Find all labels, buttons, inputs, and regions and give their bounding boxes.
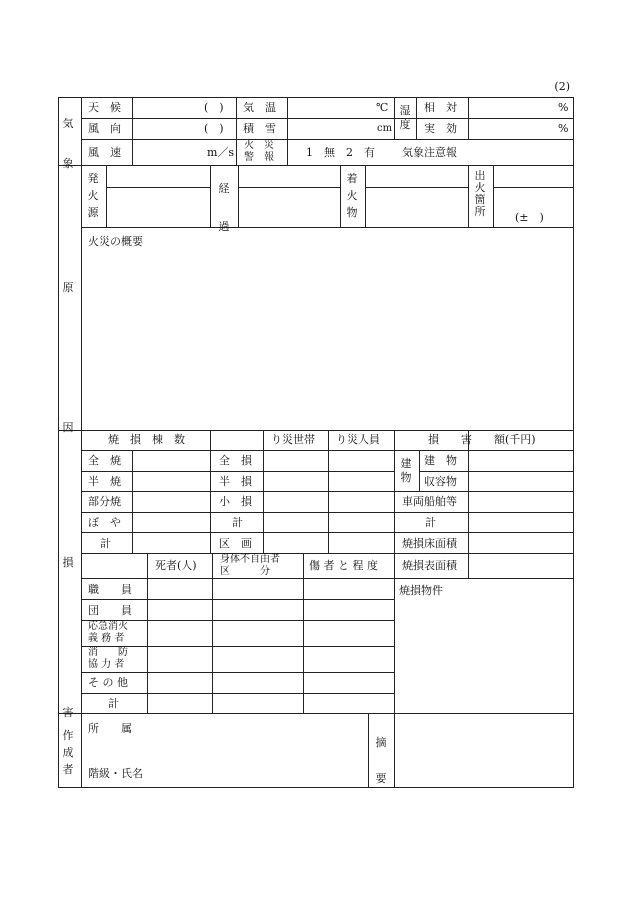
mid-row-shoson: 小 損 — [219, 495, 252, 508]
rule — [212, 553, 213, 713]
left-row-kei: 計 — [100, 537, 111, 550]
rule — [236, 97, 237, 165]
ms-unit: m／s — [207, 146, 235, 159]
shukka-pm: (± ) — [515, 211, 544, 224]
rule — [81, 118, 574, 119]
celsius-unit: ℃ — [376, 101, 389, 114]
rule — [106, 187, 210, 188]
shitsudo-label: 湿 度 — [399, 104, 411, 131]
casualty-kyoryokusha: 協 力 者 — [88, 659, 125, 670]
fuko-label: 風 向 — [88, 122, 121, 135]
sharyo-label: 車両船舶等 — [402, 495, 457, 508]
keiho-value: 1 無 2 有 — [306, 146, 375, 159]
shoson-tosu-header: 焼 損 棟 数 — [108, 433, 185, 446]
mid-row-zenson: 全 損 — [219, 454, 252, 467]
rule — [419, 471, 574, 472]
fusoku-label: 風 速 — [88, 146, 121, 159]
shisha-header: 死者(人) — [155, 559, 197, 572]
author-section-label: 作 成 者 — [62, 729, 74, 776]
rule — [147, 553, 148, 713]
rule — [238, 187, 340, 188]
rule — [81, 553, 574, 554]
keika-label: 経 過 — [218, 182, 230, 233]
rule — [81, 672, 394, 673]
shozoku-label: 所 属 — [88, 722, 132, 735]
rule — [493, 187, 574, 188]
left-row-bubunsho: 部分焼 — [88, 495, 121, 508]
casualty-okyu: 応急消火 — [88, 621, 128, 632]
page-number: (2) — [554, 80, 570, 93]
rule — [81, 693, 394, 694]
rule — [340, 165, 341, 227]
weather-section-label: 気 象 — [62, 117, 74, 170]
gaiyo-label: 火災の概要 — [88, 235, 143, 248]
rule — [468, 165, 469, 227]
casualty-gimusha: 義 務 者 — [88, 633, 125, 644]
shoson-bukken-label: 焼損物件 — [399, 584, 443, 597]
rule — [210, 165, 211, 227]
cm-unit: cm — [377, 123, 393, 134]
shosha-header: 傷 者 と 程 度 — [309, 559, 378, 572]
jikko-label: 実 効 — [424, 122, 457, 135]
rule — [468, 97, 469, 139]
mid-row-hanson: 半 損 — [219, 475, 252, 488]
rule — [365, 165, 366, 227]
rule — [58, 430, 574, 431]
rule — [58, 713, 574, 714]
rule — [468, 430, 469, 578]
rule — [419, 450, 420, 491]
shukka-label: 出 火 箇 所 — [474, 169, 486, 218]
rule — [81, 578, 574, 579]
cause-section-label: 原 因 — [62, 281, 74, 434]
tatemono-label: 建 物 — [400, 457, 412, 484]
rule — [493, 165, 494, 227]
risai-setai-header: り災世帯 — [271, 433, 315, 446]
hyomenseki-label: 焼損表面積 — [402, 559, 457, 572]
fujiyu-header: 身体不自由者 — [220, 554, 280, 565]
left-row-boya: ぼ や — [88, 516, 121, 529]
rule — [81, 97, 82, 788]
rule — [287, 97, 288, 165]
yukamenseki-label: 焼損床面積 — [402, 537, 457, 550]
casualty-kei: 計 — [108, 697, 119, 710]
sotai-percent: % — [558, 101, 569, 114]
rule — [81, 139, 574, 140]
shuyobutsu-label: 収容物 — [424, 475, 457, 488]
fuko-paren: ( ) — [204, 122, 224, 135]
hakkagen-label: 発 火 源 — [87, 172, 99, 219]
casualty-shobo: 消 防 — [88, 647, 128, 658]
left-row-hansho: 半 焼 — [88, 475, 121, 488]
rule — [210, 430, 211, 553]
kaikyu-label: 階級・氏名 — [88, 767, 143, 780]
rule — [58, 165, 574, 166]
rule — [368, 713, 369, 788]
damage-section-label: 損 害 — [62, 556, 74, 719]
rule — [81, 227, 574, 228]
damage-kei-label: 計 — [425, 516, 436, 529]
tekiyo-label: 摘 要 — [375, 736, 387, 785]
rule — [132, 450, 133, 553]
rule — [303, 553, 304, 713]
tatemono-sub-label: 建 物 — [424, 454, 457, 467]
mid-row-kei: 計 — [232, 516, 243, 529]
rule — [263, 430, 264, 553]
rule — [394, 713, 395, 788]
kubun-header: 区 分 — [220, 566, 270, 577]
kasai-label: 火 災 — [244, 140, 274, 151]
rule — [416, 97, 417, 139]
rule — [81, 599, 394, 600]
rule — [106, 165, 107, 227]
rule — [328, 430, 329, 553]
rule — [394, 97, 395, 139]
kion-label: 気 温 — [243, 101, 276, 114]
rule — [365, 187, 468, 188]
rule — [238, 165, 239, 227]
mid-row-kukaku: 区 画 — [219, 537, 252, 550]
sekisetsu-label: 積 雪 — [243, 122, 276, 135]
left-row-zensho: 全 焼 — [88, 454, 121, 467]
casualty-shokuin: 職 員 — [88, 583, 132, 596]
jikko-percent: % — [558, 122, 569, 135]
chakkabutsu-label: 着 火 物 — [346, 172, 358, 219]
keiho-label: 警 報 — [244, 152, 274, 163]
tenko-paren: ( ) — [204, 101, 224, 114]
rule — [132, 97, 133, 165]
kisho-chui-label: 気象注意報 — [402, 146, 457, 159]
casualty-sonota: そ の 他 — [88, 676, 128, 689]
rule — [81, 471, 394, 472]
rule — [394, 430, 395, 713]
tenko-label: 天 候 — [88, 101, 121, 114]
sotai-label: 相 対 — [424, 101, 457, 114]
casualty-danin: 団 員 — [88, 604, 132, 617]
risai-jinin-header: り災人員 — [336, 433, 380, 446]
songaigaku-header: 損 害 額(千円) — [428, 433, 536, 446]
